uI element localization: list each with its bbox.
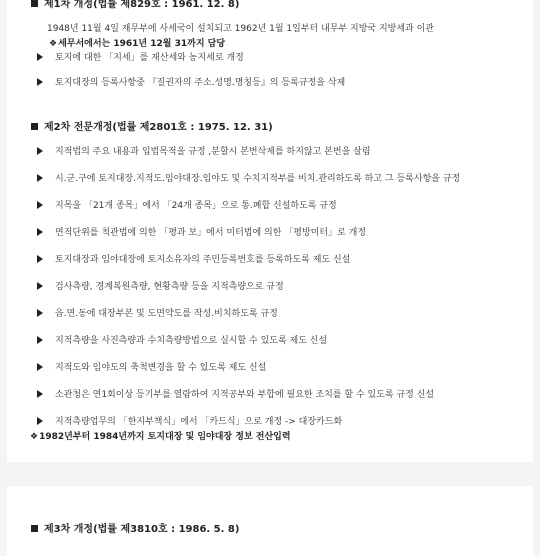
triangle-bullet-icon [37,201,43,209]
square-bullet-icon [31,123,38,130]
section2-heading: 제2차 전문개정(법률 제2801호 : 1975. 12. 31) [31,118,273,133]
triangle-bullet-icon [37,174,43,182]
section2-item: 면적단위를 척관법에 의한 「평과 보」에서 미터법에 의한 「평방미터」로 개정 [37,225,527,238]
section1-note1: ❖세무서에서는 1961년 12월 31까지 담당 [49,39,226,49]
section2-note: ❖1982년부터 1984년까지 토지대장 및 임야대장 정보 전산입력 [30,432,291,442]
triangle-bullet-icon [37,53,43,61]
triangle-bullet-icon [37,417,43,425]
triangle-bullet-icon [37,147,43,155]
section2-item: 지적측량을 사진측량과 수치측량방법으로 실시할 수 있도록 제도 신설 [37,333,527,346]
section1-item: 토지대장의 등록사항중 『질권자의 주소.성명.명칭등』의 등록규정을 삭제 [37,75,527,88]
section2-item: 지적법의 주요 내용과 입법목적을 규정 ,분할시 본번삭제를 하지않고 본번을 살림 [37,144,527,157]
triangle-bullet-icon [37,282,43,290]
triangle-bullet-icon [37,228,43,236]
section2-item: 토지대장과 임야대장에 토지소유자의 주민등록번호를 등록하도록 제도 신설 [37,252,527,265]
triangle-bullet-icon [37,336,43,344]
triangle-bullet-icon [37,390,43,398]
section2-item: 지적도와 임야도의 축척변경을 할 수 있도록 제도 신설 [37,360,527,373]
document-card-1 [7,0,533,462]
section1-item: 토지에 대한 「지세」를 재산세와 농지세로 개정 [37,50,527,63]
section2-item: 지적측량업무의 「한지부책식」에서 「카드식」으로 개정 -> 대장카드화 [37,414,527,427]
triangle-bullet-icon [37,78,43,86]
section2-item: 검사측량, 경계복원측량, 현황측량 등을 지적측량으로 규정 [37,279,527,292]
diamond-bullet-icon: ❖ [30,432,39,442]
document-card-2 [7,486,533,556]
section2-item: 읍.면.동에 대장부본 및 도면약도를 작성.비치하도록 규정 [37,306,527,319]
triangle-bullet-icon [37,309,43,317]
section1-heading: 제1차 개정(법률 제829호 : 1961. 12. 8) [31,0,239,10]
square-bullet-icon [31,0,38,7]
section2-item: 시.군.구에 토지대장.지적도.임야대장.임야도 및 수치지적부를 비치.관리하도록 하고 그 등록사항을 규정 [37,171,527,184]
square-bullet-icon [31,525,38,532]
section3-heading: 제3차 개정(법률 제3810호 : 1986. 5. 8) [31,520,239,535]
section2-item: 지목을 「21개 종목」에서 「24개 종목」으로 통.폐합 신설하도록 규정 [37,198,527,211]
section1-line1: 1948년 11월 4일 재무부에 사세국이 설치되고 1962년 1월 1일부터 내무부 지방국 지방세과 이관 [47,24,434,34]
section2-item: 소관청은 연1회이상 등기부를 열람하여 지적공부와 부합에 필요한 조치를 할 수 있도록 규정 신설 [37,387,527,400]
triangle-bullet-icon [37,255,43,263]
diamond-bullet-icon: ❖ [49,39,58,49]
triangle-bullet-icon [37,363,43,371]
